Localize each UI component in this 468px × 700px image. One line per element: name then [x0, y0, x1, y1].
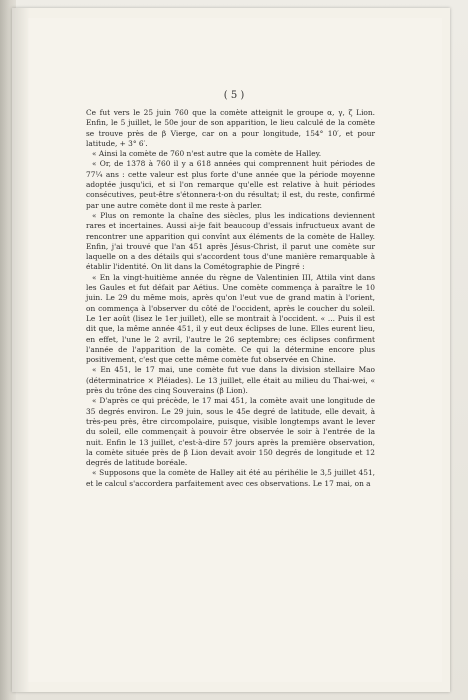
- page-number: ( 5 ): [223, 90, 245, 101]
- paragraph: « En 451, le 17 mai, une comète fut vue dans la division stellaire Mao (déterminatrice × Pléiades). Le 13 juillet, elle était au milieu du Thai-wei, « près du trône des cinq Souverains (β Lion).: [86, 365, 375, 396]
- paragraph: « Supposons que la comète de Halley ait été au périhélie le 3,5 juillet 451, et le calcul s'accordera parfaitement avec ces observations. Le 17 mai, on a: [86, 468, 375, 488]
- paragraph: « Ainsi la comète de 760 n'est autre que la comète de Halley.: [92, 149, 322, 159]
- page-fold-shadow: [12, 8, 30, 692]
- paragraph: « D'après ce qui précède, le 17 mai 451, la comète avait une longitude de 35 degrés environ. Le 29 juin, sous le 45e degré de latitude, elle devait, à très-peu près, être circompolaire, puisque, visible longtemps avant le lever du soleil, elle commençait à pouvoir être observée le soir à l'entrée de la nuit. Enfin le 13 juillet, c'est-à-dire 57 jours après la première observation, la comète située près de β Lion devait avoir 150 degrés de longitude et 12 degrés de latitude boréale.: [86, 396, 375, 468]
- paragraph: Ce fut vers le 25 juin 760 que la comète atteignit le groupe α, γ, ζ Lion. Enfin, le 5 juillet, le 50e jour de son apparition, le lieu calculé de la comète se trouve près de β Vierge, car on a pour longitude, 154° 10′, et pour latitude, + 3° 6′.: [86, 108, 375, 148]
- paragraph: « En la vingt-huitième année du règne de Valentinien III, Attila vint dans les Gaules et fut défait par Aétius. Une comète commença à paraître le 10 juin. Le 29 du même mois, après qu'on l'eut vue de grand matin à l'orient, on commença à l'observer du côté de l'occident, après le coucher du soleil. Le 1er août (lisez le 1er juillet), elle se montrait à l'occident. « ... Puis il est dit que, la même année 451, il y eut deux éclipses de lune. Elles eurent lieu, en effet, l'une le 2 avril, l'autre le 26 septembre; ces éclipses confirment l'année de l'apparition de la comète. Ce qui la détermine encore plus positivement, c'est que cette même comète fut observée en Chine.: [86, 272, 375, 365]
- paragraph: « Or, de 1378 à 760 il y a 618 années qui comprennent huit périodes de 77¼ ans : cette valeur est plus forte d'une année que la période moyenne adoptée jusqu'ici, et si l'on remarque qu'elle est relative à huit périodes consécutives, peut-être s'étonnera-t-on du résultat; il est, du reste, confirmé par une autre comète dont il me reste à parler.: [86, 159, 375, 210]
- paragraph: « Plus on remonte la chaîne des siècles, plus les indications deviennent rares et incertaines. Aussi ai-je fait beaucoup d'essais infructueux avant de rencontrer une apparition qui convînt aux éléments de la comète de Halley. Enfin, j'ai trouvé que l'an 451 après Jésus-Christ, il parut une comète sur laquelle on a des détails qui s'accordent tous d'une manière remarquable à établir l'identité. On lit dans la Cométographie de Pingré :: [86, 210, 375, 272]
- body-text: [86, 108, 375, 489]
